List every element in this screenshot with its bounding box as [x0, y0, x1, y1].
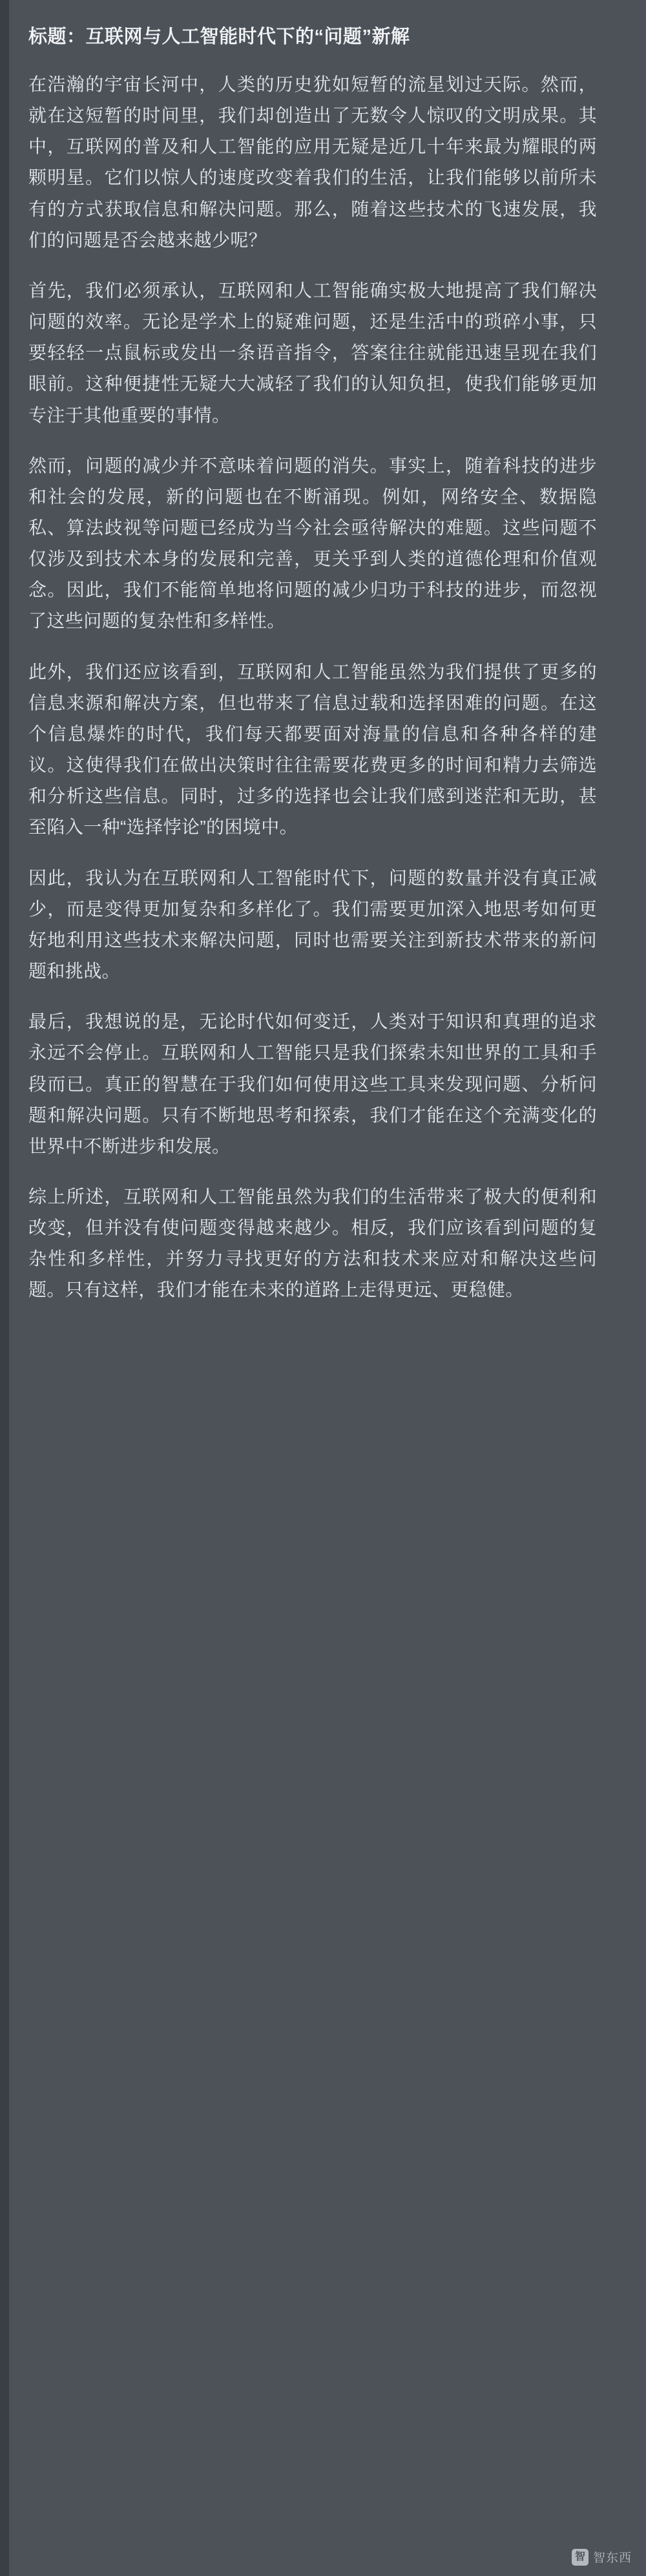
- paragraph-7: 综上所述，互联网和人工智能虽然为我们的生活带来了极大的便利和改变，但并没有使问题变得越来越少。相反，我们应该看到问题的复杂性和多样性，并努力寻找更好的方法和技术来应对和解决这些问题。只有这样，我们才能在未来的道路上走得更远、更稳健。: [28, 1186, 597, 1300]
- title-text: 互联网与人工智能时代下的“问题”新解: [85, 26, 410, 47]
- title-label: 标题：: [28, 26, 86, 47]
- paragraph-2: 首先，我们必须承认，互联网和人工智能确实极大地提高了我们解决问题的效率。无论是学术上的疑难问题，还是生活中的琐碎小事，只要轻轻一点鼠标或发出一条语音指令，答案往往就能迅速呈现在我们眼前。这种便捷性无疑大大减轻了我们的认知负担，使我们能够更加专注于其他重要的事情。: [28, 280, 597, 425]
- watermark: [572, 2548, 632, 2566]
- document-body: [28, 22, 597, 1306]
- paragraph-4: 此外，我们还应该看到，互联网和人工智能虽然为我们提供了更多的信息来源和解决方案，但也带来了信息过载和选择困难的问题。在这个信息爆炸的时代，我们每天都要面对海量的信息和各种各样的建议。这使得我们在做出决策时往往需要花费更多的时间和精力去筛选和分析这些信息。同时，过多的选择也会让我们感到迷茫和无助，甚至陷入一种“选择悖论”的困境中。: [28, 661, 597, 838]
- watermark-text: 智东西: [592, 2551, 632, 2565]
- left-rail-decoration: [0, 0, 9, 2576]
- paragraph-6: 最后，我想说的是，无论时代如何变迁，人类对于知识和真理的追求永远不会停止。互联网和人工智能只是我们探索未知世界的工具和手段而已。真正的智慧在于我们如何使用这些工具来发现问题、分析问题和解决问题。只有不断地思考和探索，我们才能在这个充满变化的世界中不断进步和发展。: [28, 1011, 597, 1156]
- paragraph-3: 然而，问题的减少并不意味着问题的消失。事实上，随着科技的进步和社会的发展，新的问题也在不断涌现。例如，网络安全、数据隐私、算法歧视等问题已经成为当今社会亟待解决的难题。这些问题不仅涉及到技术本身的发展和完善，更关乎到人类的道德伦理和价值观念。因此，我们不能简单地将问题的减少归功于科技的进步，而忽视了这些问题的复杂性和多样性。: [28, 455, 597, 631]
- paragraph-5: 因此，我认为在互联网和人工智能时代下，问题的数量并没有真正减少，而是变得更加复杂和多样化了。我们需要更加深入地思考如何更好地利用这些技术来解决问题，同时也需要关注到新技术带来的新问题和挑战。: [28, 867, 597, 982]
- paragraph-1: 在浩瀚的宇宙长河中，人类的历史犹如短暂的流星划过天际。然而，就在这短暂的时间里，我们却创造出了无数令人惊叹的文明成果。其中，互联网的普及和人工智能的应用无疑是近几十年来最为耀眼的两颗明星。它们以惊人的速度改变着我们的生活，让我们能够以前所未有的方式获取信息和解决问题。那么，随着这些技术的飞速发展，我们的问题是否会越来越少呢？: [28, 74, 597, 250]
- brand-logo-icon: 智: [572, 2549, 589, 2566]
- page-title: [28, 22, 597, 52]
